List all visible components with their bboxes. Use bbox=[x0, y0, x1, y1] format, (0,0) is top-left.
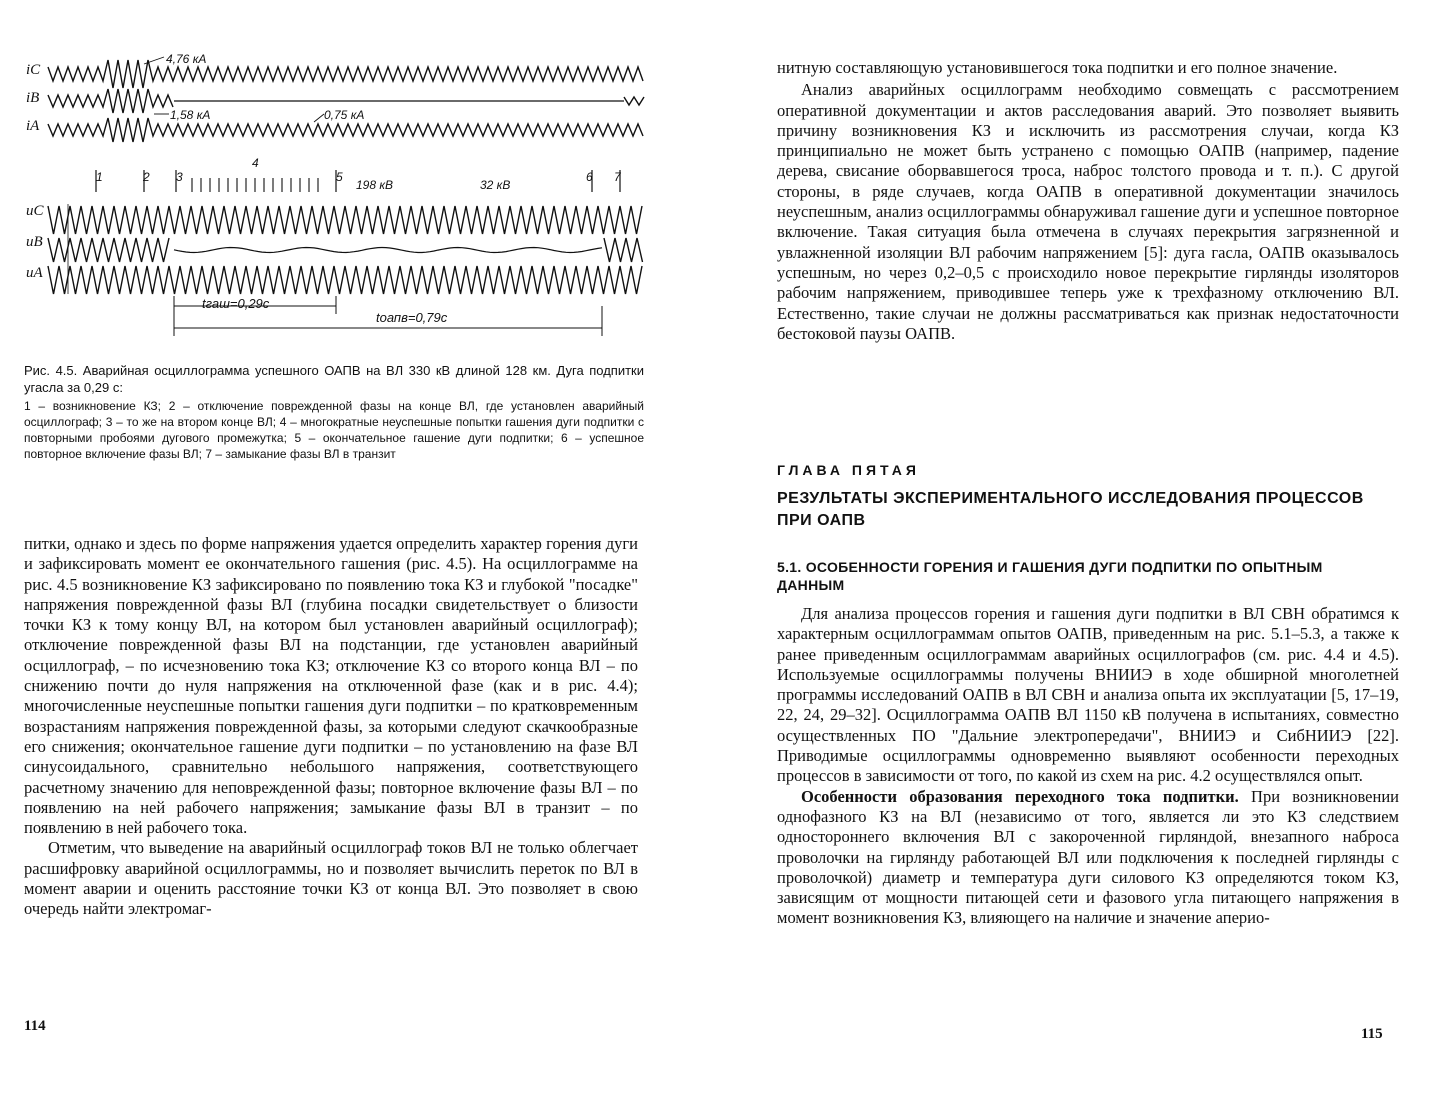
trace-ib-tail bbox=[624, 97, 644, 105]
section-title: 5.1. ОСОБЕННОСТИ ГОРЕНИЯ И ГАШЕНИЯ ДУГИ ПОДПИТКИ ПО ОПЫТНЫМ ДАННЫМ bbox=[777, 559, 1323, 593]
trace-ub-faulted bbox=[174, 248, 602, 253]
marker-3: 3 bbox=[176, 170, 183, 184]
trace-ub-restored bbox=[604, 238, 643, 262]
paragraph: Отметим, что выведение на аварийный осциллограф токов ВЛ не только облегчает расшифровку аварийной осциллограммы, но и позволяет вычислить переток по ВЛ в момент аварии и оценить расстояние точки КЗ от конца ВЛ. Это позволяет в свою очередь найти электромаг- bbox=[24, 838, 638, 919]
label-ub: uB bbox=[26, 234, 43, 250]
label-uc: uC bbox=[26, 203, 44, 219]
right-body-text-section bbox=[777, 604, 1399, 929]
paragraph: питки, однако и здесь по форме напряжения удается определить характер горения дуги и зафиксировать момент ее окончательного гашения (рис. 4.5). На осциллограмме на рис. 4.5 возникновение КЗ зафиксировано по появлению тока КЗ и глубокой "посадке" напряжения поврежденной фазы ВЛ (глубина посадки свидетельствует о близости точки КЗ к тому концу ВЛ, на котором был установлен аварийный осциллограф); отключение поврежденной фазы ВЛ на подстанции, где установлен аварийный осциллограф, – по исчезновению тока КЗ; отключение КЗ со второго конца ВЛ – по снижению почти до нуля напряжения на отключенной фазе (как и в рис. 4.4); многочисленные неуспешные попытки гашения дуги подпитки – по кратковременным возрастаниям напряжения поврежденной фазы, за которыми следуют скачкообразные его снижения; окончательное гашение дуги подпитки – по установлению на фазе ВЛ синусоидального, сравнительно небольшого напряжения, соответствующего расчетному значению для неповрежденной фазы; повторное включение фазы ВЛ – по появлению на ней рабочего напряжения; замыкание фазы ВЛ в транзит – по появлению в ней рабочего тока. bbox=[24, 534, 638, 838]
paragraph: нитную составляющую установившегося тока подпитки и его полное значение. bbox=[777, 58, 1338, 77]
paragraph: Для анализа процессов горения и гашения дуги подпитки в ВЛ СВН обратимся к характерным осциллограммам опытов ОАПВ, приведенным на рис. 5.1–5.3, а также к ранее приведенным осциллограммам аварийных осциллографов (см. рис. 4.4 и 4.5). Используемые осциллограммы получены ВНИИЭ в ходе обширной многолетней программы исследований ОАПВ в ВЛ СВН и анализа опыта их эксплуатации [5, 17–19, 22, 24, 29–32]. Осциллограмма ОАПВ ВЛ 1150 кВ получена в испытаниях, совместно осуществленных ПО "Дальние электропередачи", ВНИИЭ и СибНИИЭ [22]. Приводимые осциллограммы одновременно выявляют особенности переходных процессов в зависимости от того, по какой из схем на рис. 4.2 осуществлялся опыт. bbox=[777, 604, 1399, 786]
marker-5: 5 bbox=[336, 170, 343, 184]
annotation-t-gash: tгаш=0,29с bbox=[202, 296, 270, 311]
trace-ib bbox=[48, 89, 173, 113]
marker-6: 6 bbox=[586, 170, 593, 184]
oscillogram-figure bbox=[24, 44, 649, 344]
page-number: 114 bbox=[24, 1018, 46, 1034]
leader-476 bbox=[144, 57, 164, 64]
marker-4: 4 bbox=[252, 156, 259, 170]
paragraph: Анализ аварийных осциллограмм необходимо совмещать с рассмотрением оперативной документации и актов расследования аварий. Это позволяет выявить причину возникновения КЗ и исключить из рассмотрения случаи, когда КЗ принципиально не может быть устранено с помощью ОАПВ (например, падение дерева, свисание оборвавшегося троса, наброс толстого провода и т. п.). С другой стороны, в ряде случаев, когда ОАПВ в оперативной документации значилось неуспешным, анализ осциллограммы обнаруживал гашение дуги и успешное повторное включение. Такая ситуация была отмечена в случаях перекрытия загрязненной и увлажненной изоляции ВЛ рабочим напряжением [5]: дуга гасла, ОАПВ оказывалось успешным, но через 0,2–0,5 с происходило новое перекрытие гирлянды изоляторов рабочим напряжением, приводившее теперь уже к трехфазному отключению ВЛ. Естественно, такие случаи не должны рассматриваться как признак недостаточности бестоковой паузы ОАПВ. bbox=[777, 80, 1399, 343]
trace-uc bbox=[48, 206, 642, 234]
figure-caption: Рис. 4.5. Аварийная осциллограмма успешного ОАПВ на ВЛ 330 кВ длиной 128 км. Дуга подпитки угасла за 0,29 с: bbox=[24, 363, 644, 395]
right-page bbox=[717, 0, 1434, 1112]
page-number: 115 bbox=[1361, 1026, 1383, 1042]
marker-1: 1 bbox=[96, 170, 103, 184]
label-ic: iC bbox=[26, 62, 41, 78]
annotation-4-76ka: 4,76 кА bbox=[166, 52, 207, 66]
right-body-text-top bbox=[777, 58, 1399, 344]
left-body-text bbox=[24, 534, 638, 920]
label-ia: iA bbox=[26, 118, 40, 134]
trace-ic bbox=[48, 60, 643, 88]
trace-ub bbox=[48, 238, 169, 262]
chapter-title: РЕЗУЛЬТАТЫ ЭКСПЕРИМЕНТАЛЬНОГО ИССЛЕДОВАНИЯ ПРОЦЕССОВ ПРИ ОАПВ bbox=[777, 490, 1364, 529]
marker-2: 2 bbox=[143, 170, 150, 184]
leader-075 bbox=[314, 114, 324, 122]
annotation-0-75ka: 0,75 кА bbox=[324, 108, 365, 122]
trace-ua bbox=[48, 266, 642, 294]
marker-7: 7 bbox=[614, 170, 621, 184]
paragraph bbox=[777, 787, 1399, 929]
figure-legend: 1 – возникновение КЗ; 2 – отключение поврежденной фазы на конце ВЛ, где установлен аварийный осциллограф; 3 – то же на втором конце ВЛ; 4 – многократные неуспешные попытки гашения дуги подпитки с повторными пробоями дугового промежутка; 5 – окончательное гашение дуги подпитки; 6 – успешное повторное включение фазы ВЛ; 7 – замыкание фазы ВЛ в транзит bbox=[24, 399, 644, 461]
annotation-198kv: 198 кВ bbox=[356, 178, 394, 192]
chapter-label: ГЛАВА ПЯТАЯ bbox=[777, 462, 920, 478]
bold-lead: Особенности образования переходного тока подпитки. bbox=[801, 786, 1239, 806]
annotation-t-oapv: tоапв=0,79с bbox=[376, 310, 448, 325]
paragraph-rest: При возникновении однофазного КЗ на ВЛ (независимо от того, является ли это КЗ следствием одностороннего включения ВЛ с закороченной гирляндой, внезапного наброса проволочки на гирлянду работающей ВЛ или подключения к последней гирлянды с проволочкой) диаметр и температура дуги силового КЗ определяются током КЗ, зависящим от мощности питающей сети и фазового угла питающего напряжения в момент возникновения КЗ, влияющего на наличие и значение аперио- bbox=[777, 786, 1399, 928]
label-ib: iB bbox=[26, 90, 40, 106]
annotation-1-58ka: 1,58 кА bbox=[170, 108, 211, 122]
annotation-32kv: 32 кВ bbox=[480, 178, 511, 192]
label-ua: uA bbox=[26, 265, 43, 281]
